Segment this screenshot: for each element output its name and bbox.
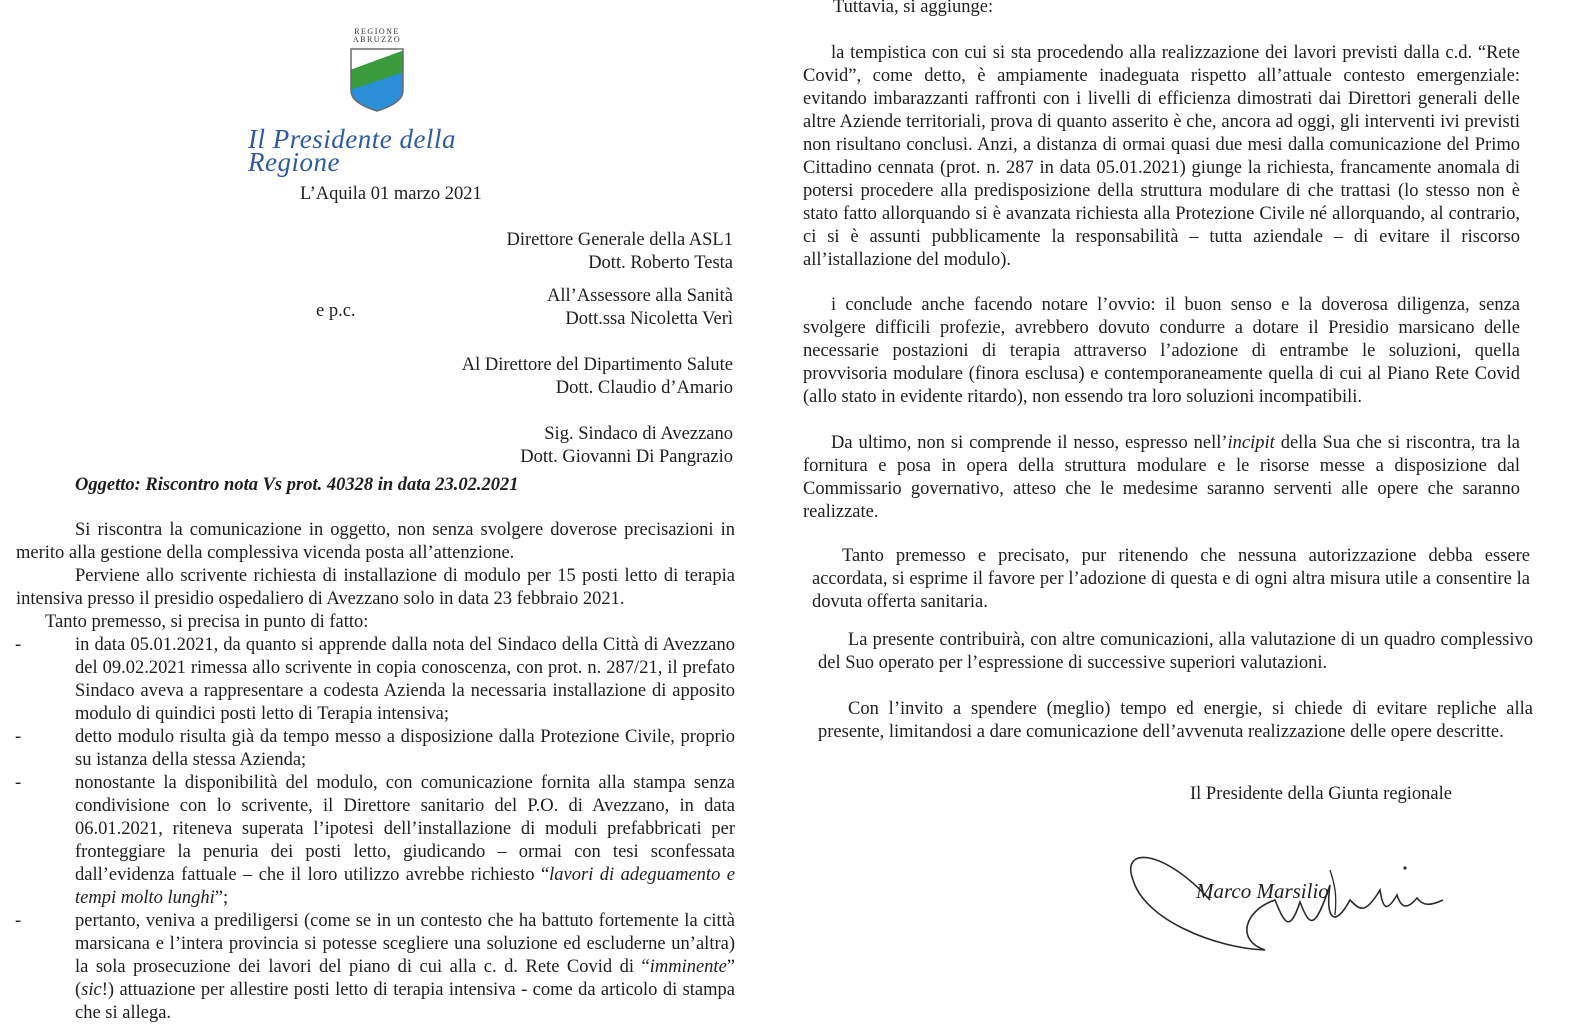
incipit-italic: incipit	[1227, 433, 1275, 453]
paragraph-additional: Tuttavia, si aggiunge:	[833, 0, 994, 17]
bullet-text: in data 05.01.2021, da quanto si apprende dalla nota del Sindaco della Città di Avezzano del 09.02.2021 rimessa allo scrivente in copia conoscenza, con prot. n. 287/21, il prefato Sindaco aveva a rappresentare a codesta Azienda la necessaria installazione di apposito modulo di quindici posti letto di Terapia intensiva;	[75, 635, 735, 724]
bullet-text: detto modulo risulta già da tempo messo a disposizione dalla Protezione Civile, proprio su istanza della stessa Azienda;	[75, 727, 735, 770]
president-title: Il Presidente della Regione	[248, 124, 456, 177]
list-item	[15, 634, 735, 726]
addressee-line: Dott. Giovanni Di Pangrazio	[520, 447, 733, 467]
bullet-dash: -	[15, 773, 22, 793]
paragraph-request: Perviene allo scrivente richiesta di installazione di modulo per 15 posti letto di terapia intensiva presso il presidio ospedaliero di Avezzano solo in data 23 febbraio 2021.	[16, 566, 735, 609]
signature-name: Marco Marsilio	[1196, 879, 1329, 903]
region-name: REGIONE ABRUZZO	[352, 27, 402, 44]
addressee-line: Dott.ssa Nicoletta Verì	[565, 309, 733, 329]
list-item	[15, 772, 735, 910]
addressee-asl	[400, 229, 733, 275]
date-line: L’Aquila 01 marzo 2021	[300, 184, 482, 204]
paragraph-premise: Tanto premesso, si precisa in punto di fatto:	[45, 612, 369, 632]
region-shield-icon	[347, 47, 407, 113]
addressee-line: Al Direttore del Dipartimento Salute	[461, 355, 733, 375]
paragraph-conclusion: i conclude anche facendo notare l’ovvio: il buon senso e la doverosa diligenza, senza svolgere difficili profezie, avrebbero dovuto condurre a dotare il Presidio marsicano delle necessarie postazioni di terapia attraverso l’adozione di entrambe le soluzioni, quella provvisoria modulare (finora esclusa) e contemporaneamente quella di cui al Piano Rete Covid (allo stato in evidente ritardo), non essendo tra loro soluzioni incompatibili.	[803, 295, 1520, 407]
addressee-line: All’Assessore alla Sanità	[547, 286, 733, 306]
quote-italic: imminente	[649, 957, 727, 977]
bullet-text-part: ” (	[75, 957, 735, 1000]
bullet-text-part: ”;	[214, 888, 229, 908]
bullet-text-part: pertanto, veniva a prediligersi (come se in un contesto che ha battuto fortemente la città marsicana e l’intera provincia si potesse scegliere una soluzione ed escluderne un’altra) la sola prosecuzione dei lavori del piano di cui alla c. d. Rete Covid di “	[75, 911, 735, 977]
addressee-direttore	[400, 354, 733, 400]
sic-italic: sic	[81, 980, 102, 1000]
closing-title: Il Presidente della Giunta regionale	[1190, 784, 1452, 804]
bullet-dash: -	[15, 635, 22, 655]
subject-line: Oggetto: Riscontro nota Vs prot. 40328 in data 23.02.2021	[75, 475, 519, 495]
paragraph-evaluation: La presente contribuirà, con altre comunicazioni, alla valutazione di un quadro complessivo del Suo operato per l’espressione di successive superiori valutazioni.	[818, 630, 1533, 673]
list-item	[15, 910, 735, 1025]
bullet-dash: -	[15, 911, 22, 931]
addressee-line: Dott. Claudio d’Amario	[555, 378, 733, 398]
paragraph-rete-covid: la tempistica con cui si sta procedendo alla realizzazione dei lavori previsti dalla c.d. “Rete Covid”, come detto, è ampiamente inadeguata rispetto all’attuale contesto emergenziale: evitando imbarazzanti raffronti con i livelli di efficienza dimostrati dai Direttori generali delle altre Aziende territoriali, prova di quanto asserito è che, ancora ad oggi, gli interventi ivi previsti non risultano conclusi. Anzi, a distanza di ormai quasi due mesi dalla comunicazione del Primo Cittadino cennata (prot. n. 287 in data 05.01.2021) giunge la richiesta, francamente anomala di potersi procedere alla predisposizione della struttura modulare di che trattasi (lo stesso non è stato fatto allorquando si è avanzata richiesta alla Protezione Civile né allorquando, al contrario, ci si è assunti pubblicamente la responsabilità – tutta aziendale – di evitare il riscorso all’istallazione del modulo).	[803, 43, 1520, 270]
paragraph-incipit	[803, 432, 1520, 524]
bullet-text-part: !) attuazione per allestire posti letto di terapia intensiva - come da articolo di stampa che si allega.	[75, 980, 735, 1023]
bullet-text	[75, 910, 735, 1025]
paragraph-favour: Tanto premesso e precisato, pur ritenendo che nessuna autorizzazione debba essere accordata, si esprime il favore per l’adozione di questa e di ogni altra misura utile a consentire la dovuta offerta sanitaria.	[812, 546, 1530, 612]
quote-italic: lavori di adeguamento e tempi molto lunghi	[75, 865, 735, 908]
list-item	[15, 726, 735, 772]
bullet-text-part: nonostante la disponibilità del modulo, con comunicazione fornita alla stampa senza condivisione con lo scrivente, il Direttore sanitario del P.O. di Avezzano, in data 06.01.2021, riteneva superata l’ipotesi dell’installazione di moduli prefabbricati per fronteggiare la penuria dei posti letto, giudicando – ormai con tesi sconfessata dall’evidenza fattuale – che il loro utilizzo avrebbe richiesto “	[75, 773, 735, 885]
paragraph-text-part: della Sua che si riscontra, tra la fornitura e posa in opera della struttura modulare e le risorse messe a disposizione dal Commissario governativo, atteso che le medesime saranno serventi alle opere che saranno realizzate.	[803, 433, 1520, 522]
paragraph-text-part: Da ultimo, non si comprende il nesso, espresso nell’	[831, 433, 1228, 453]
paragraph-invitation: Con l’invito a spendere (meglio) tempo ed energie, si chiede di evitare repliche alla presente, limitandosi a dare comunicazione dell’avvenuta realizzazione delle opere descritte.	[818, 699, 1533, 742]
region-logo	[340, 28, 414, 113]
addressee-line: Direttore Generale della ASL1	[506, 230, 733, 250]
addressee-sindaco	[400, 423, 733, 469]
cc-label: e p.c.	[316, 301, 356, 321]
addressee-line: Sig. Sindaco di Avezzano	[544, 424, 733, 444]
bullet-dash: -	[15, 727, 22, 747]
addressee-assessore	[400, 285, 733, 331]
bullet-text	[75, 772, 735, 910]
bullet-list	[15, 634, 735, 1034]
paragraph-intro: Si riscontra la comunicazione in oggetto, non senza svolgere doverose precisazioni in merito alla gestione della complessiva vicenda posta all’attenzione.	[16, 520, 735, 563]
addressee-line: Dott. Roberto Testa	[588, 253, 733, 273]
